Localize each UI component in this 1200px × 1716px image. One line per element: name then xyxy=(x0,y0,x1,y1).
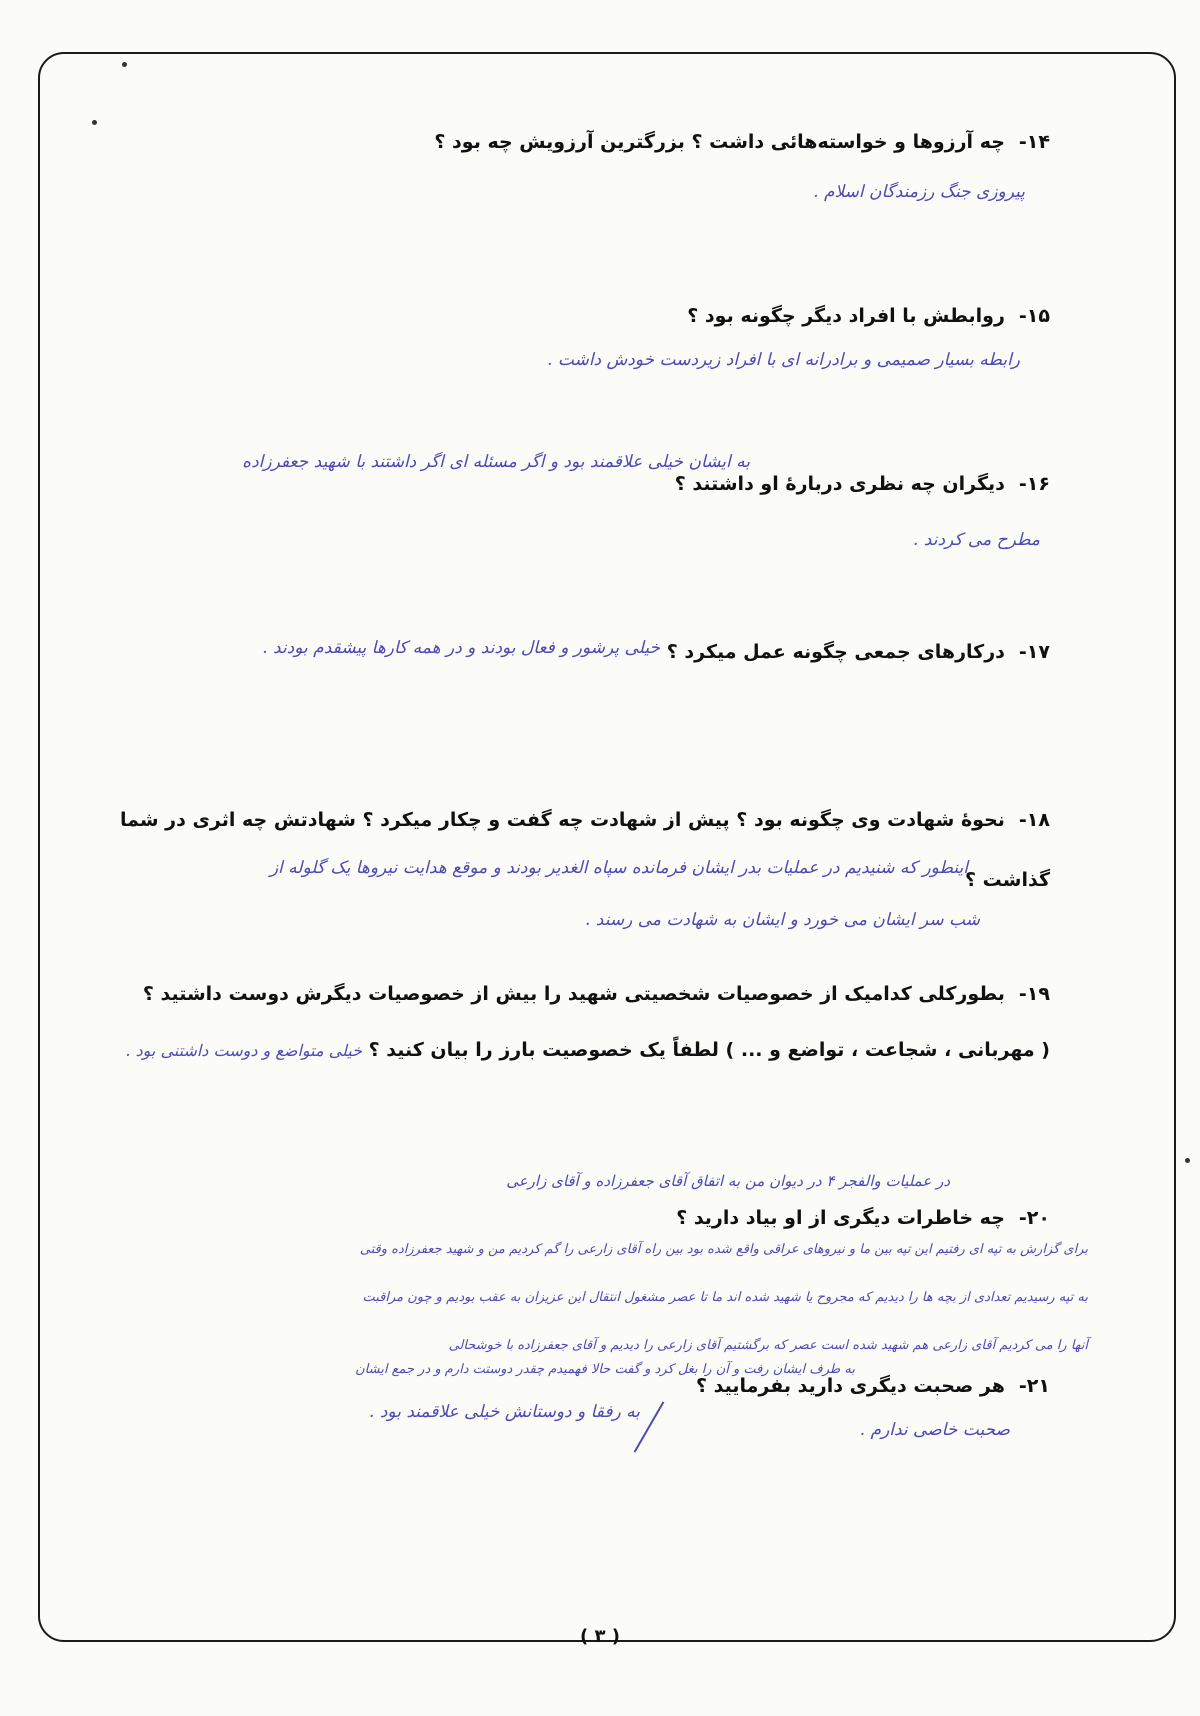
question-text: چه خاطرات دیگری از او بیاد دارید ؟ xyxy=(676,1207,1005,1229)
question-number: ۱۷- xyxy=(1018,641,1050,663)
question-number: ۱۸- xyxy=(1018,809,1050,831)
question-16 xyxy=(675,472,1050,497)
answer-18-line-2: شب سر ایشان می خورد و ایشان به شهادت می رسند . xyxy=(585,910,980,930)
answer-20-line-3: به تپه رسیدیم تعدادی از بچه ها را دیدیم که مجروح یا شهید شده اند ما تا عصر مشغول انتقال این عزیزان به عقب بودیم و چون مراقبت xyxy=(362,1290,1088,1305)
question-text: روابطش با افراد دیگر چگونه بود ؟ xyxy=(687,305,1005,327)
question-number: ۱۴- xyxy=(1018,131,1050,153)
scan-speck xyxy=(92,120,97,125)
question-text: درکارهای جمعی چگونه عمل میکرد ؟ xyxy=(666,641,1005,663)
answer-17: خیلی پرشور و فعال بودند و در همه کارها پیشقدم بودند . xyxy=(262,638,660,658)
answer-20-line-1: در عملیات والفجر ۴ در دیوان من به اتفاق آقای جعفرزاده و آقای زارعی xyxy=(506,1172,950,1190)
question-text: هر صحبت دیگری دارید بفرمایید ؟ xyxy=(696,1375,1005,1397)
answer-18-line-1: اینطور که شنیدیم در عملیات بدر ایشان فرمانده سپاه الغدیر بودند و موقع هدایت نیروها یک گلوله از xyxy=(269,858,968,878)
scan-speck xyxy=(1185,1158,1190,1163)
answer-21-line-2: صحبت خاصی ندارم . xyxy=(859,1420,1010,1440)
question-text: نحوهٔ شهادت وی چگونه بود ؟ پیش از شهادت چه گفت و چکار میکرد ؟ شهادتش چه اثری در شما xyxy=(120,809,1005,831)
question-19 xyxy=(143,982,1050,1007)
question-19-continued xyxy=(125,1038,1050,1063)
question-text: بطورکلی کدامیک از خصوصیات شخصیتی شهید را بیش از خصوصیات دیگرش دوست داشتید ؟ xyxy=(142,983,1005,1005)
answer-14: پیروزی جنگ رزمندگان اسلام . xyxy=(813,182,1025,202)
question-15 xyxy=(687,304,1050,329)
question-number: ۲۰- xyxy=(1018,1207,1050,1229)
question-17 xyxy=(667,640,1050,665)
answer-20-line-2: برای گزارش به تپه ای رفتیم این تپه بین ما و نیروهای عراقی واقع شده بود بین راه آقای زارعی را گم کردیم من و شهید جعفرزاده وقتی xyxy=(359,1242,1088,1257)
scan-speck xyxy=(122,62,127,67)
answer-20-line-4: آنها را می کردیم آقای زارعی هم شهید شده است عصر که برگشتیم آقای زارعی را دیدیم و آقای جعفرزاده با خوشحالی xyxy=(448,1338,1088,1353)
question-number: ۱۶- xyxy=(1018,473,1050,495)
question-text: دیگران چه نظری دربارهٔ او داشتند ؟ xyxy=(674,473,1005,495)
question-text-2: ( مهربانی ، شجاعت ، تواضع و ... ) لطفاً یک خصوصیت بارز را بیان کنید ؟ xyxy=(368,1039,1050,1061)
question-20 xyxy=(676,1206,1050,1231)
answer-21-line-1: به رفقا و دوستانش خیلی علاقمند بود . xyxy=(369,1402,640,1422)
answer-19: خیلی متواضع و دوست داشتنی بود . xyxy=(125,1041,363,1060)
question-number: ۲۱- xyxy=(1018,1375,1050,1397)
answer-16-line-1: به ایشان خیلی علاقمند بود و اگر مسئله ای اگر داشتند با شهید جعفرزاده xyxy=(242,452,750,472)
answer-15: رابطه بسیار صمیمی و برادرانه ای با افراد زیردست خودش داشت . xyxy=(547,350,1020,370)
question-18-continued: گذاشت ؟ xyxy=(965,869,1050,891)
page-number: ( ۳ ) xyxy=(580,1626,620,1647)
question-number: ۱۵- xyxy=(1018,305,1050,327)
question-14 xyxy=(434,130,1050,155)
question-text: چه آرزوها و خواسته‌هائی داشت ؟ بزرگترین آرزویش چه بود ؟ xyxy=(434,131,1005,153)
question-number: ۱۹- xyxy=(1018,983,1050,1005)
question-21 xyxy=(696,1374,1050,1399)
question-18 xyxy=(120,808,1050,833)
answer-20-line-5: به طرف ایشان رفت و آن را بغل کرد و گفت حالا فهمیدم چقدر دوستت دارم و در جمع ایشان xyxy=(355,1362,855,1377)
answer-16-line-2: مطرح می کردند . xyxy=(913,530,1040,550)
